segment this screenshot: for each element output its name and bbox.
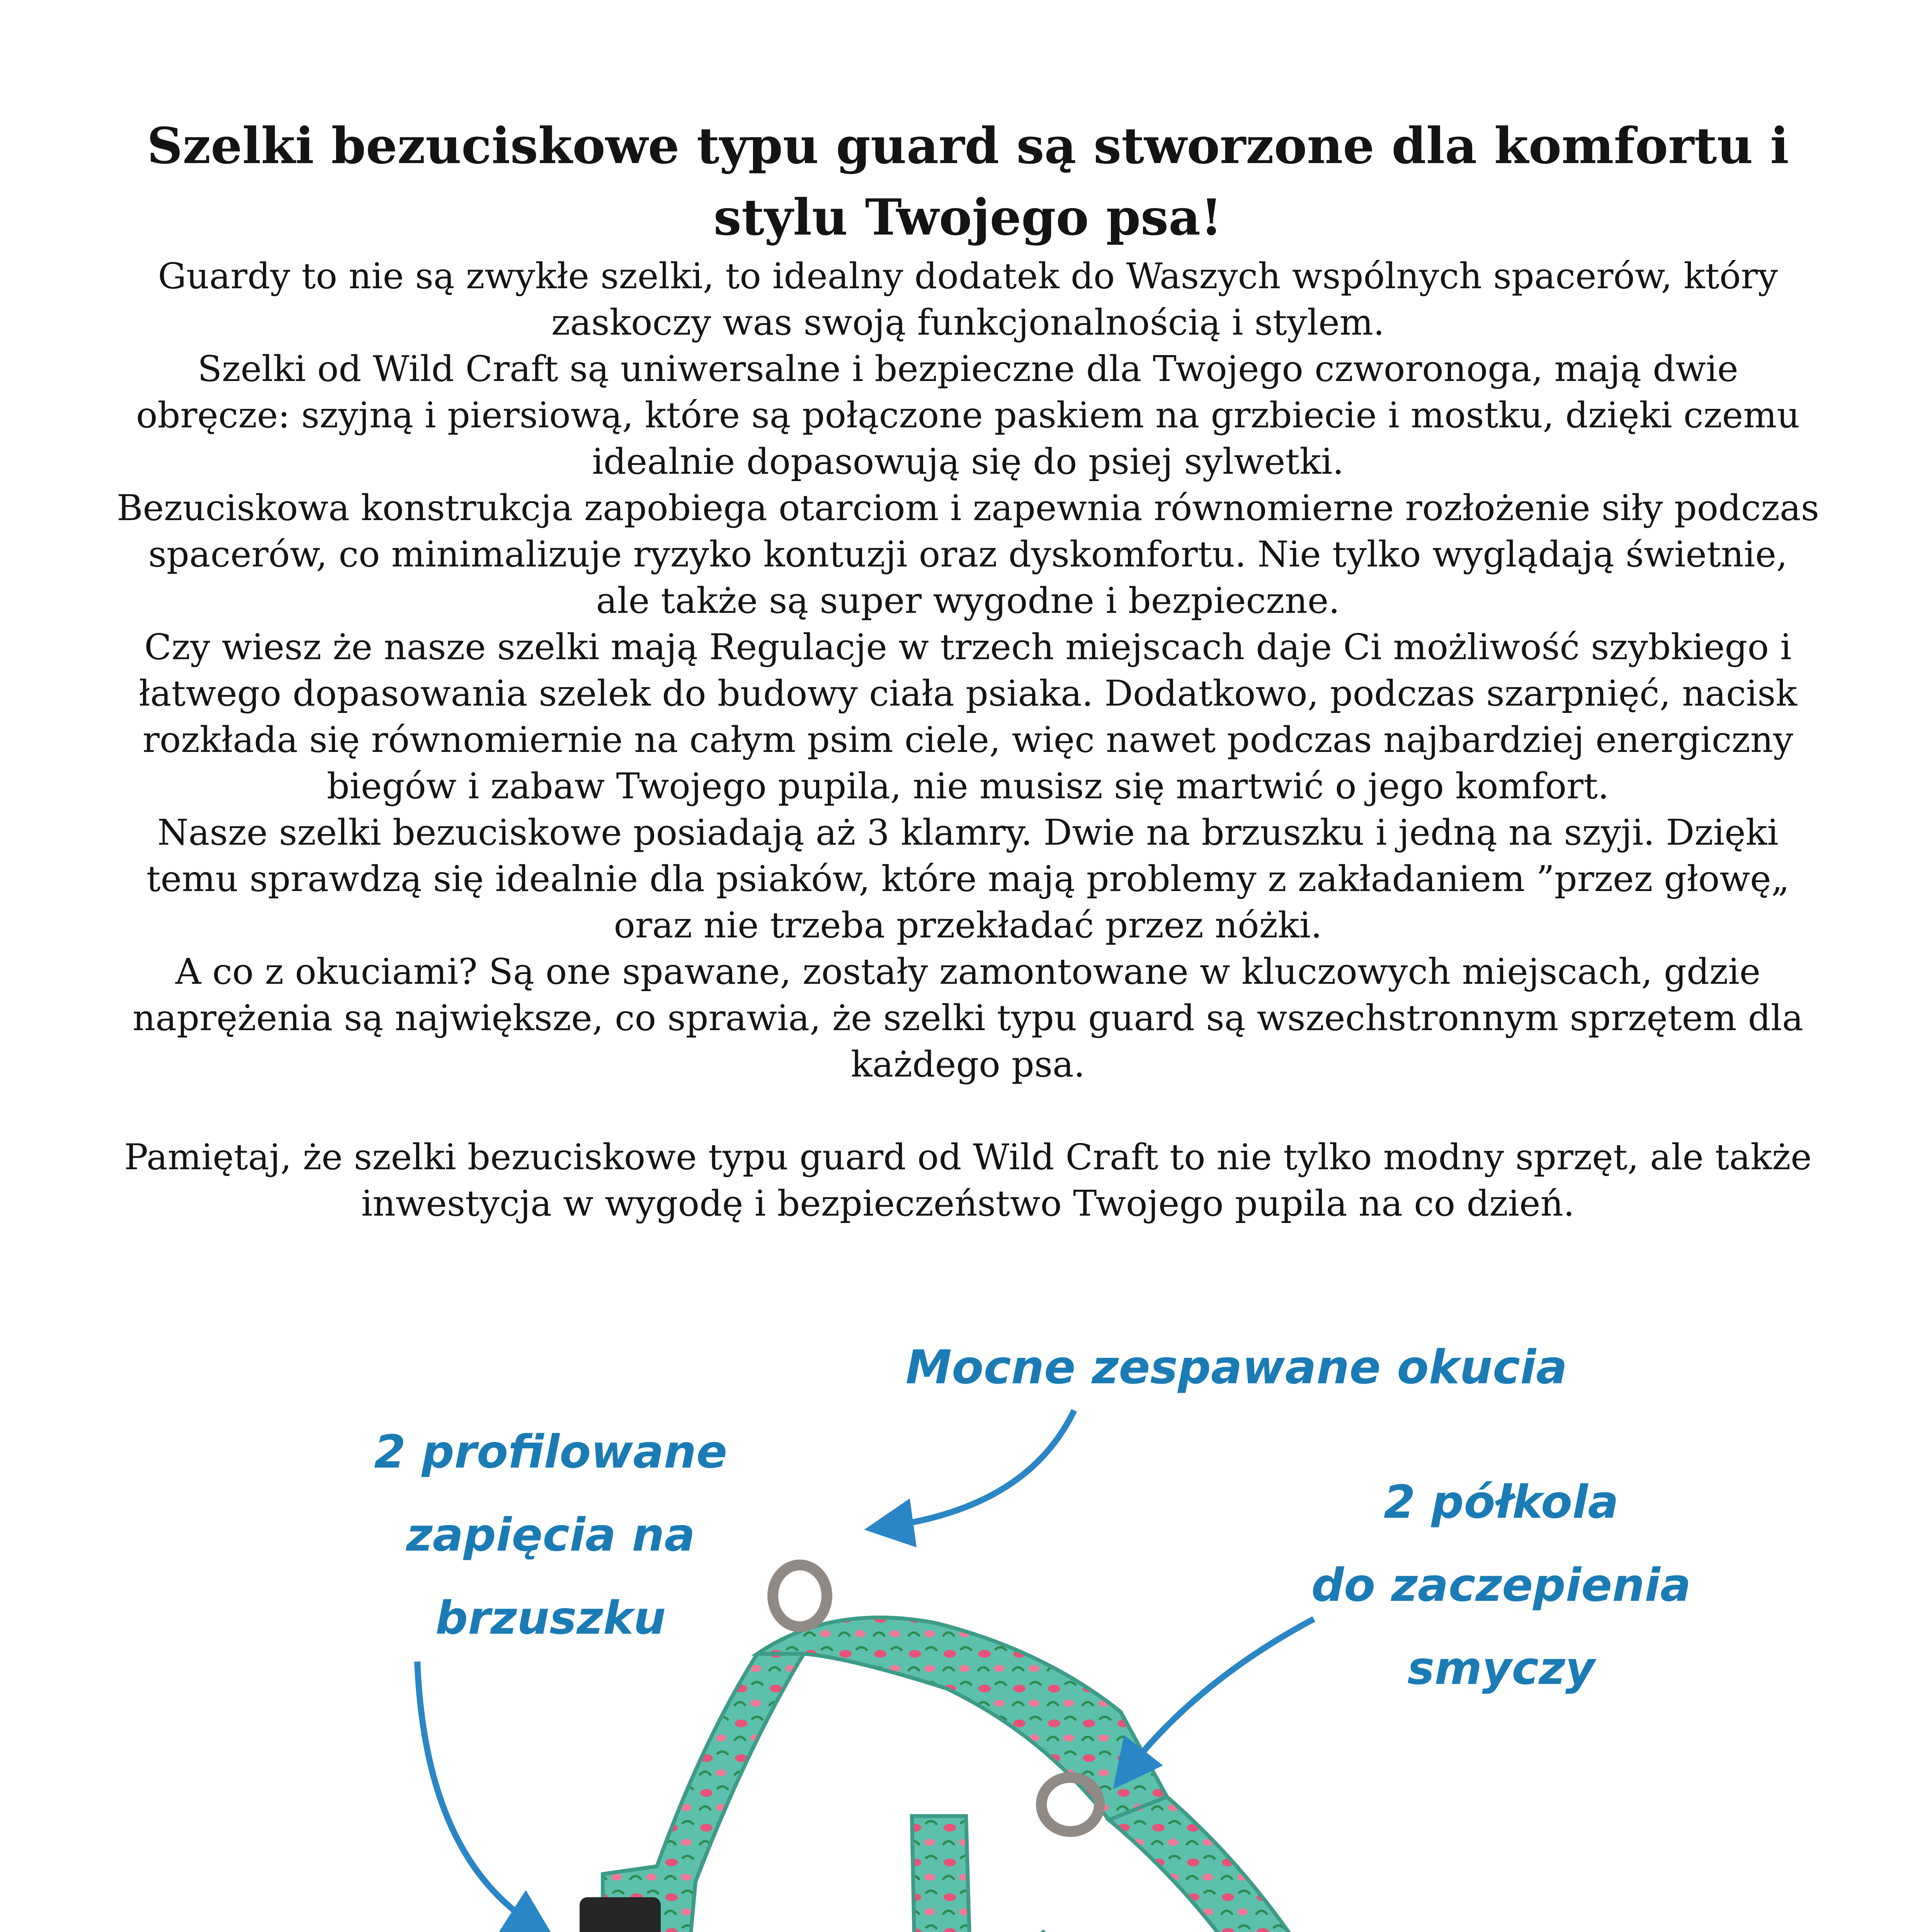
callout-line: do zaczepienia: [1311, 1558, 1691, 1612]
arrow-belly: [417, 1662, 533, 1924]
description-text: [116, 253, 1820, 1227]
callout-welded-fittings: [831, 1329, 1642, 1406]
callout-line: Mocne zespawane okucia: [905, 1341, 1568, 1395]
d-ring-back: [1041, 1777, 1099, 1832]
paragraph: Guardy to nie są zwykłe szelki, to idealny dodatek do Waszych wspólnych spacerów, który zaskoczy was swoją funkcjonalnością i stylem.: [158, 255, 1778, 343]
belly-strap-right: [1109, 1797, 1376, 1932]
paragraph: Czy wiesz że nasze szelki mają Regulacje w trzech miejscach daje Ci możliwość szybkiego i łatwego dopasowania szelek do budowy ciała psiaka. Dodatkowo, podczas szarpnięć, nacisk rozkłada się równomiernie na całym psim ciele, więc nawet podczas najbardziej energiczny biegów i zabaw Twojego pupila, nie musisz się martwić o jego komfort.: [138, 626, 1798, 807]
page-title: Szelki bezuciskowe typu guard są stworzone dla komfortu i stylu Twojego psa!: [147, 117, 1789, 247]
callout-line: zapięcia na: [406, 1508, 695, 1561]
paragraph: Bezuciskowa konstrukcja zapobiega otarciom i zapewnia równomierne rozłożenie siły podczas spacerów, co minimalizuje ryzyko kontuzji oraz dyskomfortu. Nie tylko wyglądają świetnie, ale także są super wygodne i bezpieczne.: [117, 487, 1819, 621]
callout-line: brzuszku: [435, 1591, 666, 1645]
callout-leash-rings: [1260, 1461, 1743, 1710]
callout-line: smyczy: [1407, 1641, 1595, 1695]
harness-infographic: [0, 1294, 1932, 1932]
closing-paragraph: Pamiętaj, że szelki bezuciskowe typu guard od Wild Craft to nie tylko modny sprzęt, ale także inwestycja w wygodę i bezpieczeństwo Twojego pupila na co dzień.: [124, 1136, 1812, 1224]
back-strap: [757, 1617, 1167, 1820]
callout-line: 2 półkola: [1383, 1475, 1619, 1529]
callout-line: 2 profilowane: [374, 1425, 727, 1478]
paragraph: A co z okuciami? Są one spawane, zostały zamontowane w kluczowych miejscach, gdzie naprężenia są największe, co sprawia, że szelki typu guard są wszechstronnym sprzętem dla każdego psa.: [133, 951, 1803, 1085]
paragraph: Nasze szelki bezuciskowe posiadają aż 3 klamry. Dwie na brzuszku i jedną na szyji. Dzięki temu sprawdzą się idealnie dla psiaków, które mają problemy z zakładaniem ”przez głowę„ oraz nie trzeba przekładać przez nóżki.: [146, 812, 1790, 946]
neck-strap-left: [603, 1654, 804, 1932]
paragraph: Szelki od Wild Craft są uniwersalne i bezpieczne dla Twojego czworonoga, mają dwie obręcze: szyjną i piersiową, które są połączone paskiem na grzbiecie i mostku, dzięki czemu idealnie dopasowują się do psiej sylwetki.: [136, 348, 1800, 482]
chest-strap: [912, 1816, 978, 1932]
arrow-welded: [889, 1410, 1074, 1526]
callout-belly-buckles: [309, 1410, 792, 1660]
